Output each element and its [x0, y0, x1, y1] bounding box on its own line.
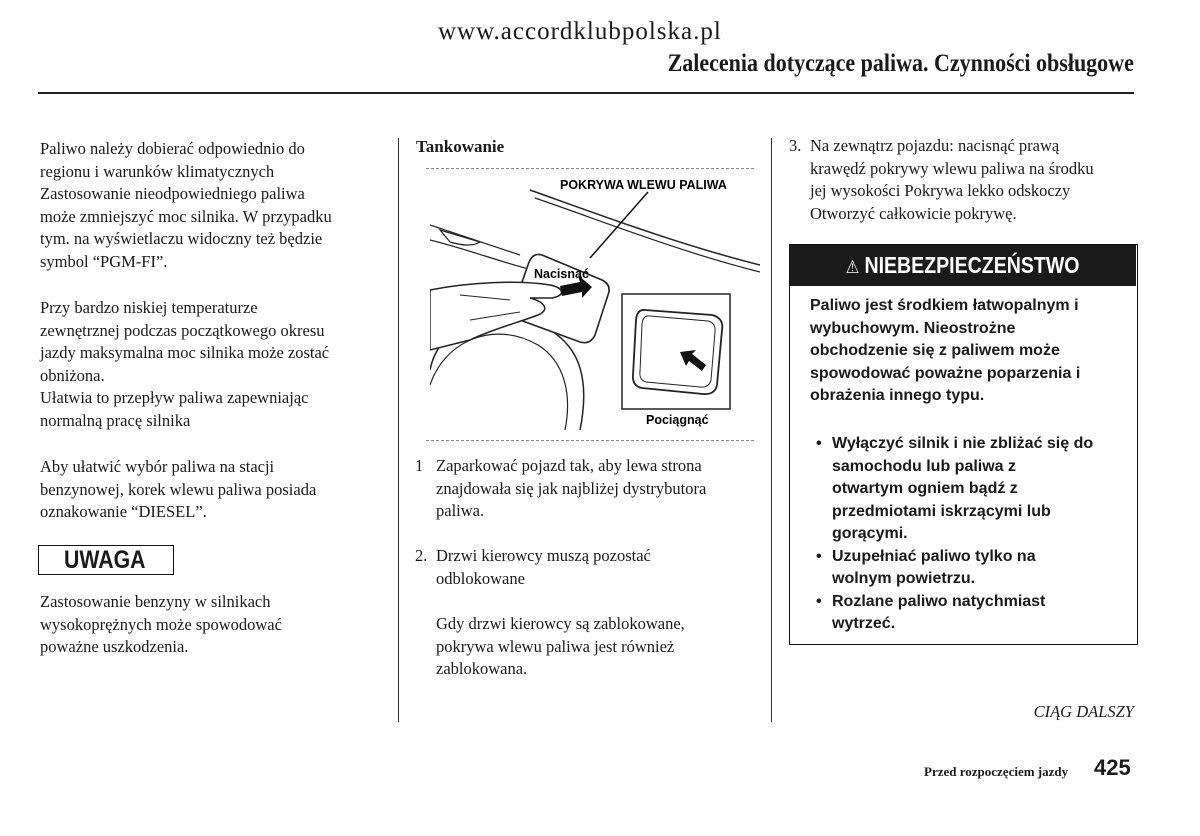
- text-line: Gdy drzwi kierowcy są zablokowane,: [436, 614, 685, 633]
- text-line: Otworzyć całkowicie pokrywę.: [810, 203, 1017, 223]
- text-line: Drzwi kierowcy muszą pozostać: [436, 546, 651, 565]
- car-body-line: [530, 190, 760, 265]
- left-paragraph-2: [40, 297, 380, 433]
- text-line: Aby ułatwić wybór paliwa na stacji: [40, 457, 275, 476]
- site-url: www.accordklubpolska.pl: [438, 18, 722, 45]
- fuel-door-illustration: [430, 170, 760, 430]
- figure-label-pull: Pociągnąć: [646, 413, 709, 427]
- list-item: [816, 433, 1130, 546]
- continued-label: CIĄG DALSZY: [1033, 702, 1134, 721]
- text-line: wolnym powietrzu.: [832, 570, 976, 587]
- warning-triangle-icon: ⚠: [846, 257, 860, 277]
- section-title: Zalecenia dotyczące paliwa. Czynności obsługowe: [667, 50, 1134, 77]
- list-item: [816, 591, 1130, 636]
- text-line: Rozlane paliwo natychmiast: [832, 592, 1046, 610]
- danger-intro: [810, 295, 1130, 408]
- text-line: Ułatwia to przepływ paliwa zapewniając: [40, 388, 309, 408]
- bullet-icon: •: [816, 592, 822, 610]
- figure-label-cover: POKRYWA WLEWU PALIWA: [560, 178, 727, 192]
- wheel-arch: [430, 334, 568, 430]
- step-2: [415, 545, 765, 590]
- text-line: otwartym ogniem bądź z: [832, 480, 1018, 497]
- text-line: jej wysokości Pokrywa lekko odskoczy: [810, 181, 1071, 201]
- notice-text: [40, 591, 380, 659]
- text-line: benzynowej, korek wlewu paliwa posiada: [40, 479, 317, 499]
- notice-label: UWAGA: [64, 546, 146, 574]
- left-paragraph-3: [40, 456, 380, 524]
- left-paragraph-1: [40, 138, 380, 274]
- text-line: zablokowana.: [436, 659, 528, 679]
- text-line: obchodzenie się z paliwem może: [810, 342, 1060, 359]
- text-line: Uzupełniać paliwo tylko na: [832, 547, 1036, 565]
- text-line: może zmniejszyć moc silnika. W przypadku: [40, 206, 332, 226]
- text-line: wytrzeć.: [832, 615, 896, 632]
- text-line: jazdy maksymalna moc silnika może zostać: [40, 343, 330, 363]
- danger-title: NIEBEZPIECZEŃSTWO: [864, 252, 1080, 278]
- text-line: odblokowane: [436, 568, 525, 588]
- leader-line: [590, 192, 648, 258]
- text-line: krawędź pokrywy wlewu paliwa na środku: [810, 158, 1094, 178]
- text-line: pokrywa wlewu paliwa jest również: [436, 636, 675, 656]
- text-line: Wyłączyć silnik i nie zbliżać się do: [832, 435, 1094, 452]
- bullet-icon: •: [816, 547, 822, 565]
- column-divider-right: [771, 138, 772, 722]
- text-line: gorącymi.: [832, 525, 908, 542]
- list-item: [816, 546, 1130, 591]
- step-3: [789, 135, 1139, 225]
- figure-heading: Tankowanie: [416, 137, 505, 156]
- text-line: oznakowanie “DIESEL”.: [40, 502, 207, 522]
- car-body-line: [430, 240, 540, 272]
- text-line: obrażenia innego typu.: [810, 387, 985, 404]
- figure-bottom-rule: [426, 440, 754, 441]
- text-line: regionu i warunków klimatycznych: [40, 161, 275, 181]
- text-line: tym. na wyświetlaczu widoczny też będzie: [40, 229, 323, 249]
- figure-label-press: Nacisnąć: [534, 267, 589, 281]
- step-number: 3.: [789, 136, 802, 155]
- door-handle: [440, 230, 480, 245]
- text-line: Paliwo jest środkiem łatwopalnym i: [810, 297, 1079, 314]
- notice-box: [38, 545, 174, 575]
- text-line: wysokoprężnych może spowodować: [40, 614, 282, 634]
- step-number: 1: [415, 456, 424, 475]
- text-line: samochodu lub paliwa z: [832, 457, 1017, 475]
- car-body-line: [535, 198, 760, 272]
- footer-section-label: Przed rozpoczęciem jazdy: [924, 764, 1069, 779]
- text-line: symbol “PGM-FI”.: [40, 251, 168, 271]
- text-line: Zastosowanie nieodpowiedniego paliwa: [40, 184, 305, 204]
- text-line: Przy bardzo niskiej temperaturze: [40, 298, 258, 317]
- text-line: Paliwo należy dobierać odpowiednio do: [40, 139, 305, 158]
- text-line: Na zewnątrz pojazdu: nacisnąć prawą: [810, 136, 1060, 155]
- step-2-note: [436, 613, 766, 681]
- danger-header: [790, 245, 1136, 286]
- bullet-icon: •: [816, 435, 822, 452]
- danger-warning-box: [789, 244, 1138, 645]
- text-line: spowodować poważne poparzenia i: [810, 364, 1081, 382]
- text-line: przedmiotami iskrzącymi lub: [832, 502, 1051, 520]
- header-rule: [38, 92, 1134, 94]
- text-line: obniżona.: [40, 365, 105, 385]
- text-line: znajdowała się jak najbliżej dystrybutora: [436, 478, 707, 498]
- text-line: poważne uszkodzenia.: [40, 637, 189, 657]
- figure-top-rule: [426, 168, 754, 169]
- text-line: Zaparkować pojazd tak, aby lewa strona: [436, 456, 702, 475]
- step-number: 2.: [415, 546, 428, 565]
- column-divider-left: [398, 138, 399, 722]
- page-number: 425: [1094, 755, 1131, 780]
- text-line: paliwa.: [436, 501, 485, 521]
- danger-bullet-list: [816, 433, 1130, 636]
- text-line: wybuchowym. Nieostrożne: [810, 319, 1016, 337]
- step-1: [415, 455, 765, 523]
- text-line: normalną pracę silnika: [40, 410, 191, 430]
- text-line: Zastosowanie benzyny w silnikach: [40, 592, 271, 611]
- text-line: zewnętrznej podczas początkowego okresu: [40, 320, 325, 340]
